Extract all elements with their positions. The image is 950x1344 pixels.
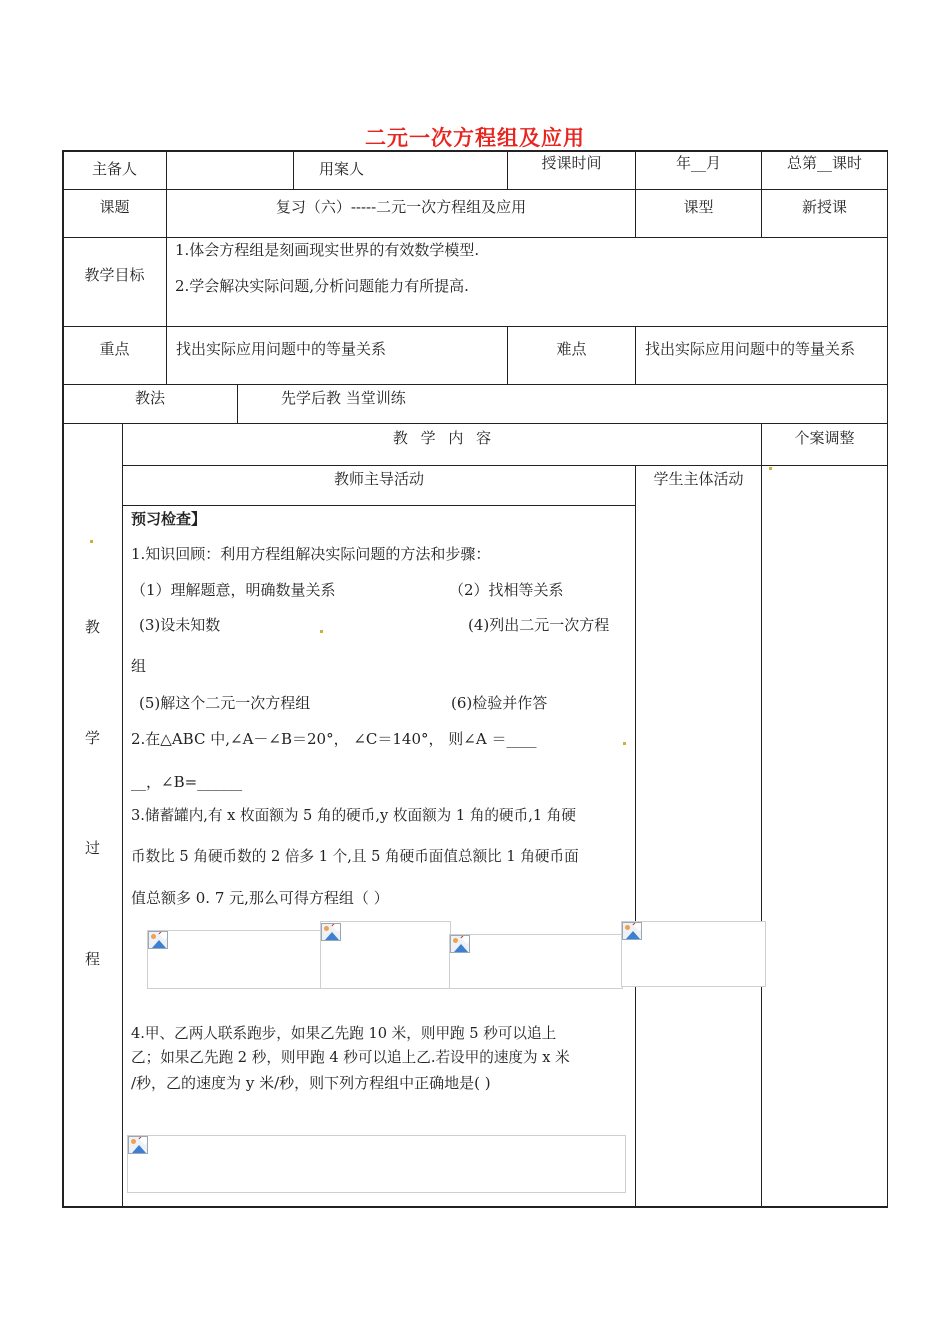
col-divider	[166, 237, 167, 326]
method-label: 教法	[135, 389, 166, 407]
class-time-label: 授课时间	[541, 154, 602, 172]
broken-image-icon	[450, 935, 470, 953]
row-divider	[62, 326, 888, 327]
goals-label: 教学目标	[84, 266, 145, 284]
document-title: 二元一次方程组及应用	[365, 126, 585, 150]
user-label: 用案人	[318, 160, 364, 178]
process-side-char: 教	[84, 618, 100, 636]
adjustment-header: 个案调整	[794, 429, 855, 447]
goal-item: 2.学会解决实际问题,分析问题能力有所提高.	[175, 277, 469, 295]
total-period-label: 总第__课时	[786, 154, 862, 172]
content-line: (5)解这个二元一次方程组	[139, 694, 311, 712]
content-line: （2）找相等关系	[449, 581, 564, 599]
speck-mark	[769, 467, 772, 470]
col-divider	[237, 384, 238, 423]
process-side-char: 过	[84, 839, 100, 857]
focus-value: 找出实际应用问题中的等量关系	[176, 340, 387, 358]
speck-mark	[320, 630, 323, 633]
row-divider	[62, 189, 888, 190]
difficulty-label: 难点	[556, 340, 587, 358]
process-side-char: 程	[84, 950, 100, 968]
equation-options-image	[127, 1135, 626, 1193]
broken-image-icon	[321, 923, 341, 941]
content-line: 乙；如果乙先跑 2 秒，则甲跑 4 秒可以追上乙.若设甲的速度为 x 米	[131, 1049, 570, 1066]
content-line: 1.知识回顾：利用方程组解决实际问题的方法和步骤：	[131, 545, 491, 563]
row-divider	[122, 505, 636, 506]
col-divider	[166, 150, 167, 189]
goal-item: 1.体会方程组是刻画现实世界的有效数学模型.	[175, 241, 480, 259]
lead-preparer-label: 主备人	[91, 160, 137, 178]
content-line: (4)列出二元一次方程	[468, 616, 610, 634]
row-divider	[122, 465, 888, 466]
table-border-top	[62, 150, 888, 152]
equation-option-image	[147, 930, 322, 989]
content-line: 3.储蓄罐内,有 x 枚面额为 5 角的硬币,y 枚面额为 1 角的硬币,1 角硬	[131, 807, 576, 824]
focus-label: 重点	[99, 340, 130, 358]
content-line: __，∠B=______	[131, 773, 243, 791]
section-title: 预习检查】	[131, 510, 207, 528]
process-side-char: 学	[84, 729, 100, 747]
content-line: （1）理解题意，明确数量关系	[131, 581, 336, 599]
col-divider	[635, 326, 636, 384]
method-value: 先学后教 当堂训练	[281, 389, 406, 407]
table-border-bottom	[62, 1206, 888, 1208]
content-line: 币数比 5 角硬币数的 2 倍多 1 个,且 5 角硬币面值总额比 1 角硬币面	[131, 848, 579, 865]
broken-image-icon	[622, 922, 642, 940]
content-line: 2.在△ABC 中,∠A－∠B＝20°， ∠C＝140°， 则∠A ＝____	[131, 730, 537, 748]
topic-value: 复习（六）-----二元一次方程组及应用	[275, 198, 527, 216]
speck-mark	[90, 540, 93, 543]
col-divider	[635, 465, 636, 1208]
content-line: (3)设未知数	[139, 616, 221, 634]
difficulty-value: 找出实际应用问题中的等量关系	[645, 340, 856, 358]
content-header: 教 学 内 容	[392, 429, 492, 447]
col-divider	[761, 423, 762, 1208]
row-divider	[62, 237, 888, 238]
content-line: 值总额多 0. 7 元,那么可得方程组（ ）	[131, 889, 389, 907]
col-divider	[122, 423, 123, 1208]
equation-option-image	[621, 921, 766, 987]
teacher-activity-header: 教师主导活动	[333, 470, 424, 488]
content-line: /秒，乙的速度为 y 米/秒，则下列方程组中正确地是( )	[131, 1074, 491, 1092]
lesson-type-value: 新授课	[801, 198, 847, 216]
topic-label: 课题	[99, 198, 130, 216]
equation-option-image	[449, 934, 623, 989]
content-line: (6)检验并作答	[451, 694, 548, 712]
broken-image-icon	[128, 1136, 148, 1154]
row-divider	[62, 384, 888, 385]
month-label: 年__月	[675, 154, 721, 172]
table-border-right	[887, 150, 888, 1208]
speck-mark	[623, 742, 626, 745]
lesson-type-label: 课型	[683, 198, 714, 216]
broken-image-icon	[148, 931, 168, 949]
table-border-left	[62, 150, 64, 1208]
student-activity-header: 学生主体活动	[653, 470, 744, 488]
row-divider	[62, 423, 888, 424]
content-line: 组	[131, 657, 147, 675]
col-divider	[166, 326, 167, 384]
content-line: 4.甲、乙两人联系跑步，如果乙先跑 10 米，则甲跑 5 秒可以追上	[131, 1025, 557, 1042]
